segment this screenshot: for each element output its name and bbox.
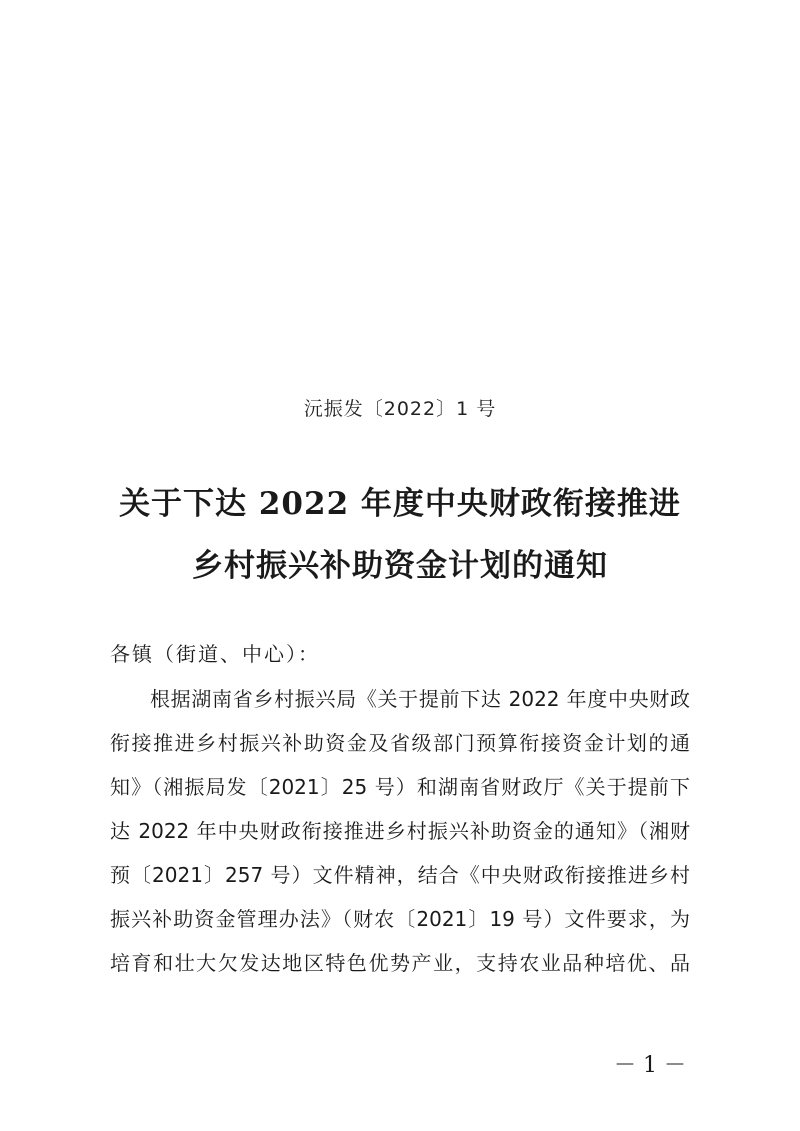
document-title-line-2: 乡村振兴补助资金计划的通知	[192, 548, 608, 584]
page-number: － 1 －	[614, 1053, 686, 1078]
body-line: 知》（湘振局发〔2021〕25 号）和湖南省财政厅《关于提前下	[110, 775, 690, 799]
document-number: 沅振发〔2022〕1 号	[303, 398, 497, 420]
body-line: 预〔2021〕257 号）文件精神，结合《中央财政衔接推进乡村	[110, 863, 690, 887]
salutation: 各镇（街道、中心）：	[110, 642, 320, 666]
document-title-line-1: 关于下达 2022 年度中央财政衔接推进	[119, 486, 681, 522]
body-line: 培育和壮大欠发达地区特色优势产业，支持农业品种培优、品	[110, 951, 690, 975]
body-line: 根据湖南省乡村振兴局《关于提前下达 2022 年度中央财政	[150, 687, 690, 711]
body-line: 衔接推进乡村振兴补助资金及省级部门预算衔接资金计划的通	[110, 731, 690, 755]
body-line: 达 2022 年中央财政衔接推进乡村振兴补助资金的通知》（湘财	[110, 819, 690, 843]
body-line: 振兴补助资金管理办法》（财农〔2021〕19 号）文件要求，为	[110, 907, 690, 931]
